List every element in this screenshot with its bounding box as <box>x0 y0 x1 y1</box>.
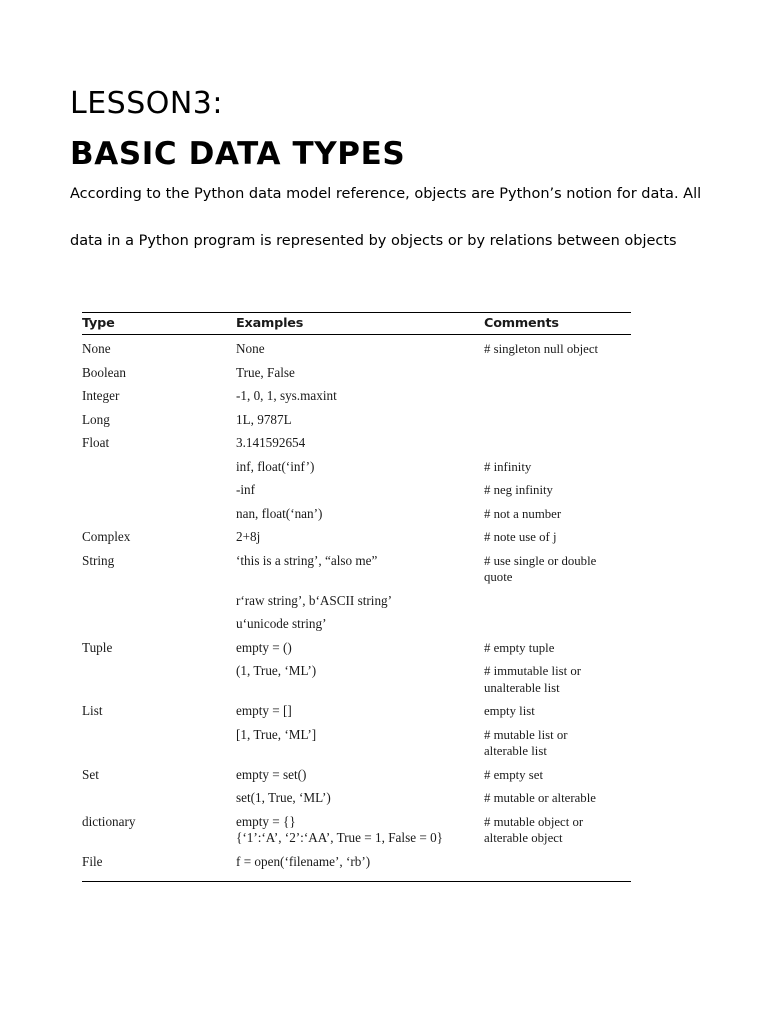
table-row <box>82 767 631 784</box>
intro-paragraph-2: data in a Python program is represented by objects or by relations between objects <box>70 233 677 249</box>
table-row <box>82 593 631 610</box>
comment-cell <box>484 365 631 382</box>
header-comments: Comments <box>484 316 559 331</box>
type-cell <box>82 663 236 696</box>
table-row <box>82 365 631 382</box>
type-cell <box>82 482 236 499</box>
type-cell: String <box>82 552 115 568</box>
table-row <box>82 553 631 586</box>
type-cell: File <box>82 853 103 869</box>
example-cell: nan, float(‘nan’) <box>236 505 323 521</box>
comment-cell <box>484 435 631 452</box>
comment-cell: # use single or double quote <box>484 553 597 584</box>
example-cell: None <box>236 341 265 356</box>
comment-cell <box>484 388 631 405</box>
comment-cell: # mutable list or alterable list <box>484 727 568 758</box>
table-row <box>82 663 631 696</box>
example-cell: 2+8j <box>236 529 261 544</box>
type-cell: Boolean <box>82 364 126 380</box>
lesson-number: LESSON3: <box>70 86 224 121</box>
comment-cell <box>484 854 631 871</box>
comment-cell: # mutable object or alterable object <box>484 814 584 845</box>
type-cell: dictionary <box>82 813 136 829</box>
example-cell: inf, float(‘inf’) <box>236 458 315 474</box>
example-cell: -inf <box>236 482 256 497</box>
example-cell: r‘raw string’, b‘ASCII string’ <box>236 592 393 608</box>
header-examples: Examples <box>236 316 304 331</box>
comment-cell: # empty set <box>484 767 543 782</box>
comment-cell: # neg infinity <box>484 483 553 497</box>
type-cell: List <box>82 703 103 718</box>
type-cell <box>82 593 236 610</box>
comment-cell: # note use of j <box>484 530 557 544</box>
header-type: Type <box>82 316 115 331</box>
table-row <box>82 616 631 633</box>
table-row <box>82 814 631 847</box>
comment-cell: # empty tuple <box>484 640 555 655</box>
comment-cell <box>484 616 631 633</box>
example-cell: empty = () <box>236 639 292 655</box>
example-cell: empty = [] <box>236 703 292 718</box>
example-cell: [1, True, ‘ML’] <box>236 726 317 742</box>
type-cell: Set <box>82 766 99 782</box>
example-cell: 1L, 9787L <box>236 411 292 427</box>
example-cell: empty = {} {‘1’:‘A’, ‘2’:‘AA’, True = 1, False = 0} <box>236 813 444 845</box>
comment-cell: # mutable or alterable <box>484 791 596 805</box>
page-title: BASIC DATA TYPES <box>70 136 406 172</box>
intro-paragraph-1: According to the Python data model reference, objects are Python’s notion for data. All <box>70 186 702 202</box>
type-cell: Float <box>82 435 110 450</box>
example-cell: ‘this is a string’, “also me” <box>236 552 378 568</box>
table-header <box>82 312 631 335</box>
example-cell: -1, 0, 1, sys.maxint <box>236 388 337 403</box>
example-cell: empty = set() <box>236 766 307 782</box>
comment-cell: empty list <box>484 704 535 718</box>
table-row <box>82 412 631 429</box>
comment-cell: # infinity <box>484 459 532 474</box>
table-row <box>82 790 631 807</box>
example-cell: 3.141592654 <box>236 435 306 450</box>
example-cell: set(1, True, ‘ML’) <box>236 790 331 805</box>
data-types-table <box>82 312 631 882</box>
table-body <box>82 335 631 882</box>
comment-cell: # not a number <box>484 506 562 521</box>
table-row <box>82 703 631 720</box>
example-cell: u‘unicode string’ <box>236 616 327 631</box>
table-row <box>82 459 631 476</box>
example-cell: True, False <box>236 364 295 380</box>
table-row <box>82 482 631 499</box>
type-cell <box>82 459 236 476</box>
table-row <box>82 727 631 760</box>
type-cell: Integer <box>82 388 120 403</box>
example-cell: (1, True, ‘ML’) <box>236 663 317 678</box>
table-row <box>82 854 631 871</box>
table-row <box>82 529 631 546</box>
type-cell <box>82 616 236 633</box>
type-cell: Long <box>82 411 110 427</box>
type-cell <box>82 506 236 523</box>
type-cell <box>82 727 236 760</box>
table-row <box>82 341 631 358</box>
table-row <box>82 640 631 657</box>
table-row <box>82 506 631 523</box>
comment-cell: # singleton null object <box>484 342 599 356</box>
comment-cell: # immutable list or unalterable list <box>484 664 582 695</box>
example-cell: f = open(‘filename’, ‘rb’) <box>236 853 371 869</box>
type-cell <box>82 790 236 807</box>
table-row <box>82 388 631 405</box>
table-row <box>82 435 631 452</box>
type-cell: None <box>82 341 111 356</box>
type-cell: Tuple <box>82 639 113 655</box>
comment-cell <box>484 412 631 429</box>
type-cell: Complex <box>82 529 131 544</box>
comment-cell <box>484 593 631 610</box>
